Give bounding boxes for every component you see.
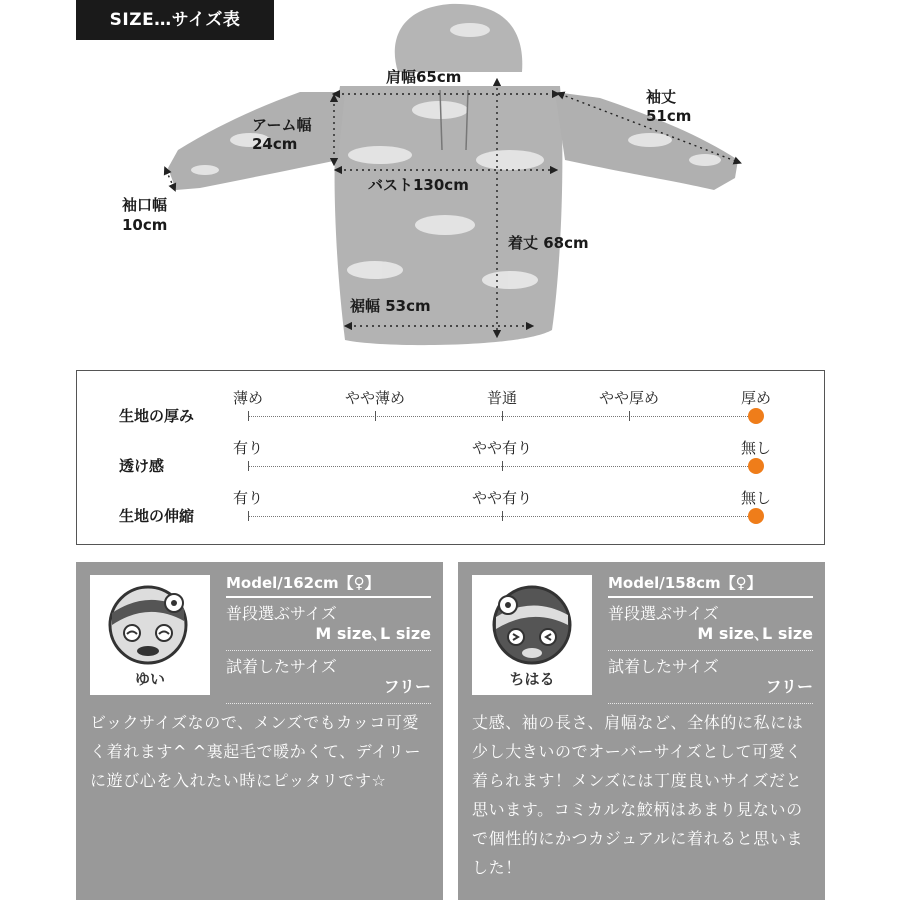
fabric-thickness-label: 生地の厚み — [119, 407, 195, 425]
sleeve-length-value: 51cm — [646, 107, 692, 125]
selected-level-dot — [748, 408, 764, 424]
scale-label: 薄め — [232, 389, 264, 407]
model-panel-chiharu — [458, 562, 825, 900]
bust-label: バスト130cm — [368, 176, 469, 194]
model-comment: ビックサイズなので、メンズでもカッコ可愛く着れます^ ^裏起毛で暖かくて、デイリーに遊び心を入れたい時にピッタリです☆ — [90, 713, 422, 790]
cuff-width-label: 袖口幅 — [122, 196, 168, 214]
hem-width-label: 裾幅 53cm — [350, 297, 431, 315]
scale-label: 無し — [740, 489, 772, 507]
scale-tick — [248, 511, 249, 521]
model-avatar — [472, 575, 592, 695]
divider — [226, 650, 431, 651]
scale-label: やや薄め — [344, 389, 406, 407]
model-info — [608, 572, 813, 704]
stretch-row — [77, 483, 824, 533]
fabric-thickness-row — [77, 383, 824, 433]
scale-label: 厚め — [740, 389, 772, 407]
tried-size-value: フリー — [765, 677, 813, 696]
scale-tick — [248, 461, 249, 471]
arm-width-label: アーム幅 — [252, 116, 312, 134]
model-name: ゆい — [134, 670, 165, 688]
scale-label: 無し — [740, 439, 772, 457]
model-comment: 丈感、袖の長さ、肩幅など、全体的に私には少し大きいのでオーバーサイズとして可愛く着られます！メンズには丁度良いサイズだと思います。コミカルな鮫柄はあまり見ないので個性的にかつカジュアルに着れると思いました！ — [472, 713, 804, 877]
model-panel-yui — [76, 562, 443, 900]
model-name: ちはる — [509, 670, 555, 688]
shoulder-width-label: 肩幅65cm — [386, 68, 462, 86]
scale-label: やや厚め — [598, 389, 660, 407]
transparency-row — [77, 433, 824, 483]
usual-size-value: M size､L size — [315, 624, 431, 643]
body-length-label: 着丈 68cm — [508, 234, 589, 252]
scale-tick — [502, 411, 503, 421]
model-height: Model/162cm【♀】 — [226, 572, 431, 598]
scale-tick — [629, 411, 630, 421]
selected-level-dot — [748, 458, 764, 474]
scale-label: 有り — [232, 489, 264, 507]
selected-level-dot — [748, 508, 764, 524]
model-avatar — [90, 575, 210, 695]
scale-tick — [502, 511, 503, 521]
scale-tick — [248, 411, 249, 421]
stretch-label: 生地の伸縮 — [119, 507, 195, 525]
sleeve-length-label: 袖丈 — [646, 88, 677, 106]
tried-size-label: 試着したサイズ — [608, 657, 719, 676]
divider — [608, 703, 813, 704]
hoodie-shape — [168, 4, 738, 345]
usual-size-label: 普段選ぶサイズ — [226, 604, 337, 623]
hoodie-measurement-diagram — [0, 0, 900, 360]
scale-label: 有り — [232, 439, 264, 457]
scale-label: やや有り — [471, 439, 533, 457]
transparency-label: 透け感 — [119, 457, 165, 475]
tried-size-value: フリー — [383, 677, 431, 696]
model-height: Model/158cm【♀】 — [608, 572, 813, 598]
scale-label: 普通 — [486, 389, 518, 407]
fabric-feel-table — [76, 370, 825, 545]
usual-size-value: M size､L size — [697, 624, 813, 643]
usual-size-label: 普段選ぶサイズ — [608, 604, 719, 623]
scale-tick — [375, 411, 376, 421]
scale-tick — [502, 461, 503, 471]
cuff-width-value: 10cm — [122, 216, 168, 234]
divider — [608, 650, 813, 651]
arm-width-value: 24cm — [252, 135, 298, 153]
scale-label: やや有り — [471, 489, 533, 507]
divider — [226, 703, 431, 704]
size-chart-title: SIZE…サイズ表 — [76, 0, 274, 40]
model-info — [226, 572, 431, 704]
tried-size-label: 試着したサイズ — [226, 657, 337, 676]
